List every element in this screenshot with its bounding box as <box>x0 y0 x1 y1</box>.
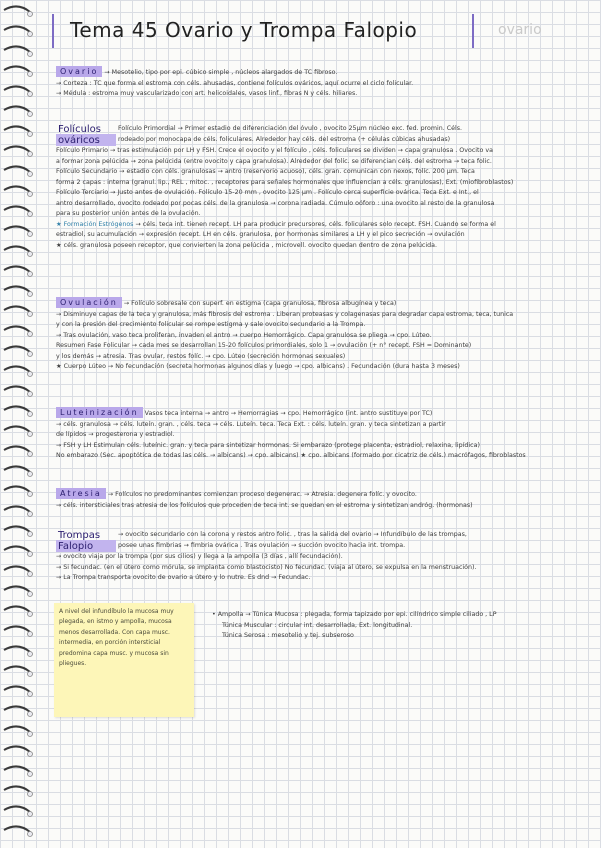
note-line: ★ Cuerpo Lúteo → No fecundación (secreta hormonas algunos días y luego → cpo. albicans) . Fecundación (dura hasta 3 meses) <box>56 363 460 370</box>
note-line: → Folículo sobresale con superf. en estigma (capa granulosa, fibrosa albugínea y teca) <box>123 300 397 307</box>
note-line: → Corteza : TC que forma el estroma con céls. ahusadas, contiene folículos ováricos, aquí ocurre el ciclo folicular. <box>56 79 414 87</box>
note-line: y los demás → atresia. Tras ovular, restos folíc. → cpo. Lúteo (secreción hormonas sexuales) <box>56 352 346 360</box>
section-heading: Atresia <box>56 488 106 499</box>
subheading-estrogenos: ★ Formación Estrógenos <box>56 220 134 228</box>
section-ovario <box>56 66 550 100</box>
section-foliculos <box>56 124 550 251</box>
note-line: → Folículos no predominantes comienzan proceso degenerac. → Atresia. degenera folíc. y ovocito. <box>107 491 417 498</box>
note-line: de lípidos → progesterona y estradiol. <box>56 431 175 438</box>
section-heading: Ovulación <box>56 297 122 308</box>
section-heading: Ovario <box>56 66 102 77</box>
note-line: Folículo Terciario → Justo antes de ovulación. Folículo 15-20 mm , ovocito 125 µm . Folículo cerca superficie ovárica. Teca Ext. e Int., el <box>56 189 479 196</box>
ampolla-notes <box>212 610 552 642</box>
note-line: Vasos teca interna → antro → Hemorragias → cpo. Hemorrágico (int. antro sustituye por TC) <box>144 410 433 417</box>
section-atresia <box>56 488 550 511</box>
note-line: → Si fecundac. (en el útero como mórula, se implanta como blastocisto) No fecundac. (viaja al útero, se expulsa en la menstruación). <box>56 563 477 571</box>
note-line: → FSH y LH Estimulan céls. luteínic. gran. y teca para sintetizar hormonas. Si embarazo (protege placenta, estradiol, relaxina, lipídica) <box>56 441 480 449</box>
note-line: antro desarrollado, ovocito rodeado por pocas céls. de la granulosa → corona radiada. Cúmulo oóforo : una ovocito al resto de la granulosa <box>56 199 495 207</box>
section-luteinizacion <box>56 407 550 462</box>
note-line: a formar zona pelúcida → zona pelúcida (entre ovocito y capa granulosa). Alrededor del folíc. se diferencian céls. del estroma → teca folic. <box>56 157 492 165</box>
note-line: → céls. teca int. tienen recept. LH para producir precursores, céls. foliculares solo recept. FSH. Cuando se forma el <box>135 220 496 228</box>
note-line: No embarazo (Sec. apoptótica de todas las céls. → albicans) → cpo. albicans) ★ cpo. albicans (formado por cicatriz de céls.) macrófagos, fibroblastos <box>56 452 526 459</box>
note-line: → Médula : estroma muy vascularizado con art. helicoidales, vasos linf., fibras N y céls. hiliares. <box>56 90 358 97</box>
note-line: Folículo Secundario → estadio con céls. granulosas → antro (reservorio acuoso), céls. gran. comunican con nexos, folíc. 200 µm. Teca <box>56 168 475 175</box>
note-line: → céls. granulosa → céls. luteín. gran. , céls. teca → céls. Luteín. teca. Teca Ext. : céls. luteín. gran. y teca sintetizan a partir <box>56 420 446 428</box>
note-line: Folículo Primordial → Primer estadio de diferenciación del óvulo , ovocito 25µm núcleo exc. fed. promin. Céls. <box>118 125 463 132</box>
note-line: forma 2 capas : interna (granul. lip., REL , mitoc. , receptores para señales hormonales que influencian a céls. granulosas), Ext. (miofibroblastos) <box>56 178 514 186</box>
note-line: → ovocito viaja por la trompa (por sus cilios) y llega a la ampolla (3 días , allí fecundación). <box>56 553 343 560</box>
note-line: y con la presión del crecimiento folicular se rompe estigma y sale ovocito secundario a la Trompa. <box>56 321 366 328</box>
note-line: → Tras ovulación, vaso teca proliferan, invaden el antro → cuerpo Hemorrágico. Capa granulosa se pliega → cpo. Lúteo. <box>56 331 432 339</box>
note-line: Túnica Muscular : circular int. desarrollada, Ext. longitudinal. <box>222 621 413 629</box>
note-line: → Disminuye capas de la teca y granulosa, más fibrosis del estroma . Liberan proteasas y colagenasas para degradar capa estroma, teca, tunica <box>56 310 514 318</box>
note-line: rodeado por monocapa de céls. foliculares. Alrededor hay céls. del estroma (+ células cúbicas ahusadas) <box>118 135 451 143</box>
note-line: → La Trompa transporta ovocito de ovario a útero y lo nutre. Es dnd → Fecundac. <box>56 574 311 581</box>
page-title: Tema 45 Ovario y Trompa Falopio <box>70 18 418 42</box>
note-line: → ovocito secundario con la corona y restos antro folic. , tras la salida del ovario → Infundíbulo de las trompas, <box>118 531 467 538</box>
note-line: ★ céls. granulosa poseen receptor, que convierten la zona pelúcida , microvell. ovocito quedan dentro de zona pelúcida. <box>56 241 437 249</box>
note-line: Folículo Primario → tras estimulación por LH y FSH. Crece el ovocito y el folículo , céls. foliculares se dividen → capa granulosa . Ovocito va <box>56 147 493 154</box>
section-heading: Trompas Falopio <box>56 530 116 552</box>
spiral-binding-icon <box>0 0 36 848</box>
note-line: posee unas fimbrias → fimbria ovárica . Tras ovulación → succión ovocito hacia int. trompa. <box>118 541 406 549</box>
section-trompas <box>56 530 550 584</box>
section-heading: Folículos ováricos <box>56 124 116 146</box>
note-line: Resumen Fase Folicular → cada mes se desarrollan 15-20 folículos primordiales, solo 1 → ovulación (+ n° recept. FSH = Dominante) <box>56 342 472 349</box>
note-line: → Mesotelio, tipo por epi. cúbico simple , núcleos alargados de TC fibroso. <box>104 69 338 76</box>
sticky-note <box>54 603 194 717</box>
note-line: → céls. intersticiales tras atresia de los folículos que proceden de teca int. se quedan en el estroma y sintetizan andróg. (hormonas) <box>56 501 473 509</box>
note-line: para su posterior unión antes de la ovulación. <box>56 210 201 217</box>
note-line: • Ampolla → Túnica Mucosa : plegada, forma tapizado por epi. cilíndrico simple ciliado , LP <box>212 611 497 618</box>
note-line: Túnica Serosa : mesotelio y tej. subseroso <box>222 632 354 639</box>
section-ovulacion <box>56 297 550 373</box>
section-heading: Luteinización <box>56 407 143 418</box>
sticky-note-text: A nivel del infundíbulo la mucosa muy plegada, en istmo y ampolla, mucosa menos desarrollada. Con capa musc. intermedia, en porción intersticial predomina capa musc. y mucosa sin pliegues. <box>59 608 174 668</box>
note-line: estradiol, su acumulación → expresión recept. LH en céls. granulosa, por hormonas similares a LH y el pico secreción → ovulación <box>56 231 465 238</box>
bleed-through-text: ovario <box>498 22 542 38</box>
